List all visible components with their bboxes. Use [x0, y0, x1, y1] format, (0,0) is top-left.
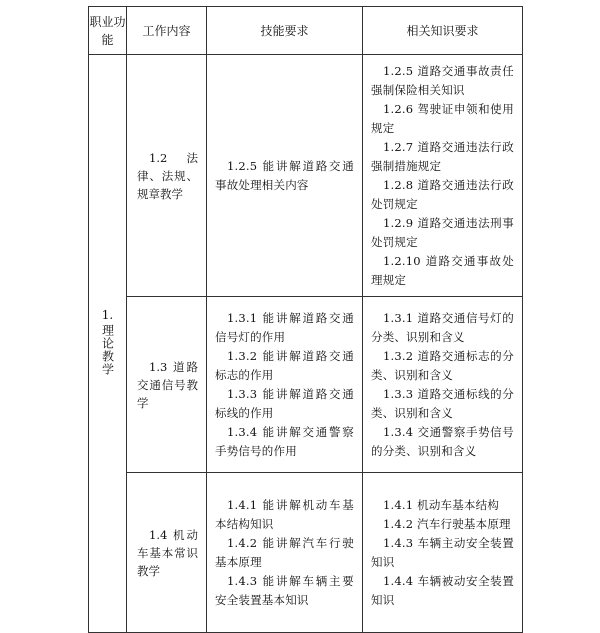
skill-item: 1.4.3 能讲解车辆主要安全装置基本知识 [215, 573, 354, 607]
function-number: 1. [101, 308, 114, 322]
knowledge-item: 1.3.2 道路交通标志的分类、识别和含义 [371, 348, 514, 382]
table-row [89, 55, 523, 297]
knowledge-item: 1.2.10 道路交通事故处理规定 [371, 253, 514, 287]
skill-item: 1.4.2 能讲解汽车行驶基本原理 [215, 535, 354, 569]
function-name: 理论教学 [100, 324, 115, 376]
skill-cell [207, 297, 363, 473]
knowledge-item: 1.3.4 交通警察手势信号的分类、识别和含义 [371, 424, 514, 458]
work-content-cell [127, 473, 207, 633]
skill-item: 1.3.2 能讲解道路交通标志的作用 [215, 348, 354, 382]
header-skill: 技能要求 [207, 7, 363, 55]
knowledge-item: 1.4.1 机动车基本结构 [383, 497, 500, 512]
standards-table [88, 6, 523, 633]
skill-item: 1.3.1 能讲解道路交通信号灯的作用 [215, 310, 354, 344]
knowledge-cell [363, 55, 523, 297]
work-content-cell [127, 297, 207, 473]
work-content-cell [127, 55, 207, 297]
skill-cell [207, 473, 363, 633]
knowledge-item: 1.4.3 车辆主动安全装置知识 [371, 535, 514, 569]
work-content: 1.4 机动车基本常识教学 [137, 527, 198, 578]
skill-cell [207, 55, 363, 297]
knowledge-item: 1.2.9 道路交通违法刑事处罚规定 [371, 215, 514, 249]
work-content: 1.2 法律、法规、规章教学 [137, 150, 198, 201]
knowledge-item: 1.2.7 道路交通违法行政强制措施规定 [371, 139, 514, 173]
knowledge-item: 1.2.8 道路交通违法行政处罚规定 [371, 177, 514, 211]
skill-item: 1.3.4 能讲解交通警察手势信号的作用 [215, 424, 354, 458]
knowledge-cell [363, 473, 523, 633]
header-function: 职业功能 [89, 7, 127, 55]
header-knowledge: 相关知识要求 [363, 7, 523, 55]
knowledge-item: 1.2.6 驾驶证申领和使用规定 [371, 101, 514, 135]
skill-item: 1.3.3 能讲解道路交通标线的作用 [215, 386, 354, 420]
knowledge-item: 1.4.2 汽车行驶基本原理 [383, 516, 511, 531]
knowledge-item: 1.2.5 道路交通事故责任强制保险相关知识 [371, 63, 514, 97]
table-row [89, 297, 523, 473]
header-row [89, 7, 523, 55]
table-row [89, 473, 523, 633]
knowledge-item: 1.4.4 车辆被动安全装置知识 [371, 573, 514, 607]
knowledge-item: 1.3.1 道路交通信号灯的分类、识别和含义 [371, 310, 514, 344]
skill-item: 1.4.1 能讲解机动车基本结构知识 [215, 497, 354, 531]
knowledge-cell [363, 297, 523, 473]
knowledge-item: 1.3.3 道路交通标线的分类、识别和含义 [371, 386, 514, 420]
skill-item: 1.2.5 能讲解道路交通事故处理相关内容 [215, 158, 354, 192]
work-content: 1.3 道路交通信号教学 [137, 359, 198, 410]
header-content: 工作内容 [127, 7, 207, 55]
function-cell [89, 55, 127, 633]
